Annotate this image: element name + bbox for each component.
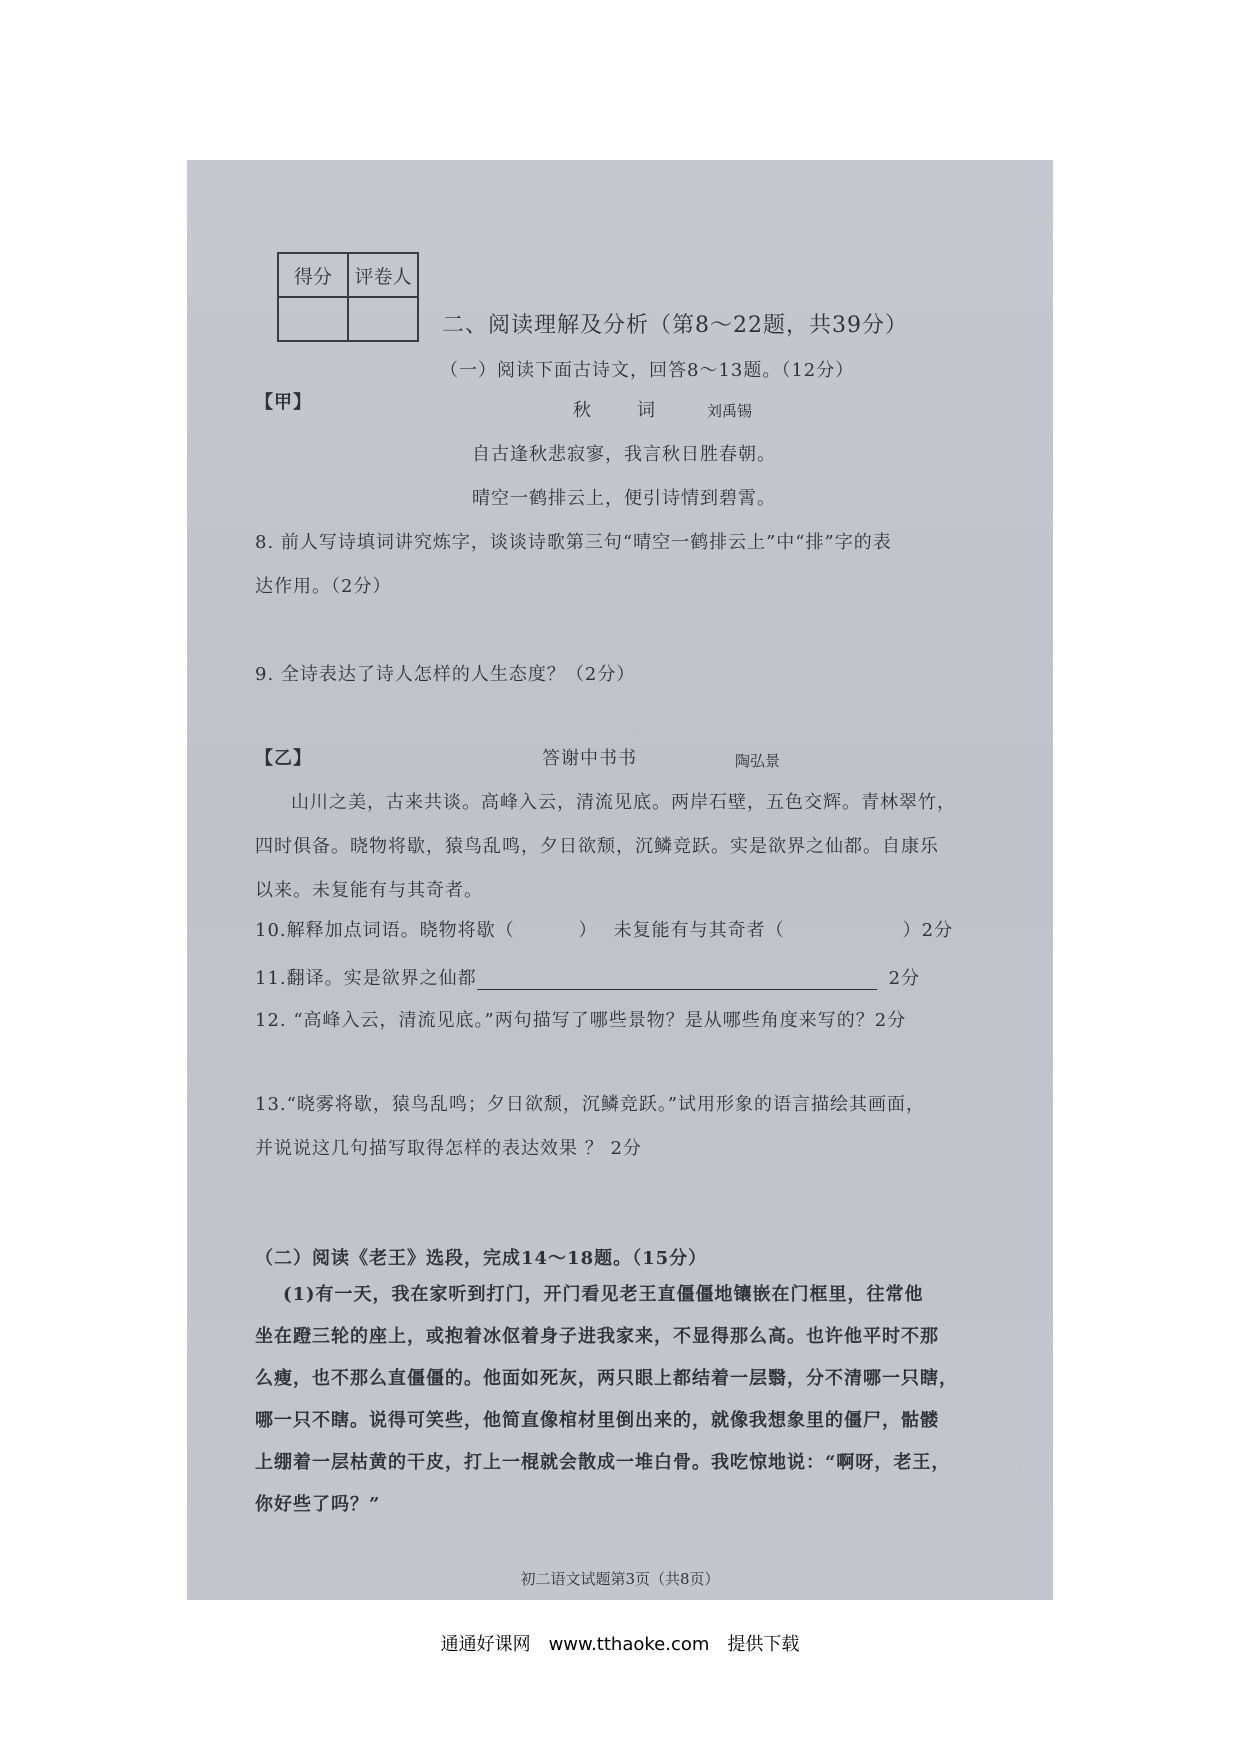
poem-line-2: 晴空一鹤排云上，便引诗情到碧霄。 bbox=[472, 488, 776, 509]
q11-answer-line[interactable] bbox=[477, 971, 877, 990]
poem-title: 秋 词 bbox=[573, 400, 669, 421]
q11-score: 2分 bbox=[888, 968, 921, 989]
q10-prompt-2: 未复能有与其奇者（ bbox=[613, 920, 785, 941]
yi-para-1: 山川之美，古来共谈。高峰入云，清流见底。两岸石壁，五色交辉。青林翠竹， bbox=[291, 792, 956, 813]
score-label: 得分 bbox=[278, 253, 348, 297]
passage-line-1: (1)有一天，我在家听到打门，开门看见老王直僵僵地镶嵌在门框里，往常他 bbox=[283, 1284, 924, 1305]
q8-line-2: 达作用。（2分） bbox=[255, 576, 392, 597]
q11 bbox=[255, 964, 920, 990]
passage-line-4: 哪一只不瞎。说得可笑些，他简直像棺材里倒出来的，就像我想象里的僵尸，骷髅 bbox=[255, 1410, 939, 1431]
part2-title: （二）阅读《老王》选段，完成14～18题。（15分） bbox=[255, 1248, 708, 1269]
q13-line-1: 13.“晓雾将歇，猿鸟乱鸣；夕日欲颓，沉鳞竞跃。”试用形象的语言描绘其画面， bbox=[255, 1094, 926, 1115]
q10-prompt: 10.解释加点词语。晓物将歇（ bbox=[255, 920, 515, 941]
q8-line-1: 8. 前人写诗填词讲究炼字，谈谈诗歌第三句“晴空一鹤排云上”中“排”字的表 bbox=[255, 532, 892, 553]
score-box bbox=[277, 252, 419, 342]
passage-line-3: 么瘦，也不那么直僵僵的。他面如死灰，两只眼上都结着一层翳，分不清哪一只瞎， bbox=[255, 1368, 958, 1389]
jia-label: 【甲】 bbox=[255, 392, 312, 413]
q10-close-1: ） bbox=[578, 920, 598, 941]
passage-line-6: 你好些了吗？” bbox=[255, 1494, 381, 1515]
poem-line-1: 自古逢秋悲寂寥，我言秋日胜春朝。 bbox=[472, 444, 776, 465]
section-title: 二、阅读理解及分析（第8～22题，共39分） bbox=[442, 313, 908, 338]
yi-author: 陶弘景 bbox=[735, 752, 781, 770]
site-footer: 通通好课网 www.tthaoke.com 提供下载 bbox=[440, 1634, 800, 1655]
yi-para-2: 四时俱备。晓物将歇，猿鸟乱鸣，夕日欲颓，沉鳞竞跃。实是欲界之仙都。自康乐 bbox=[255, 836, 939, 857]
yi-title: 答谢中书书 bbox=[542, 748, 637, 769]
q12: 12. “高峰入云，清流见底。”两句描写了哪些景物？是从哪些角度来写的？2分 bbox=[255, 1010, 907, 1031]
poem-author: 刘禹锡 bbox=[707, 402, 753, 420]
yi-para-3: 以来。未复能有与其奇者。 bbox=[255, 880, 483, 901]
q10 bbox=[255, 916, 953, 942]
q11-prompt: 11.翻译。实是欲界之仙都 bbox=[255, 968, 477, 989]
passage-line-2: 坐在蹬三轮的座上，或抱着冰伛着身子进我家来，不显得那么高。也许他平时不那 bbox=[255, 1326, 939, 1347]
yi-label: 【乙】 bbox=[255, 748, 312, 769]
q13-line-2: 并说说这几句描写取得怎样的表达效果 ？ 2分 bbox=[255, 1138, 642, 1159]
exam-page bbox=[187, 160, 1053, 1600]
grader-cell[interactable] bbox=[348, 297, 418, 341]
passage-line-5: 上绷着一层枯黄的干皮，打上一棍就会散成一堆白骨。我吃惊地说：“啊呀，老王， bbox=[255, 1452, 951, 1473]
q10-close-2: ）2分 bbox=[902, 920, 954, 941]
part1-title: （一）阅读下面古诗文，回答8～13题。（12分） bbox=[440, 360, 855, 381]
grader-label: 评卷人 bbox=[348, 253, 418, 297]
q9: 9. 全诗表达了诗人怎样的人生态度？（2分） bbox=[255, 664, 636, 685]
score-cell[interactable] bbox=[278, 297, 348, 341]
page-number: 初二语文试题第3页（共8页） bbox=[520, 1570, 720, 1588]
